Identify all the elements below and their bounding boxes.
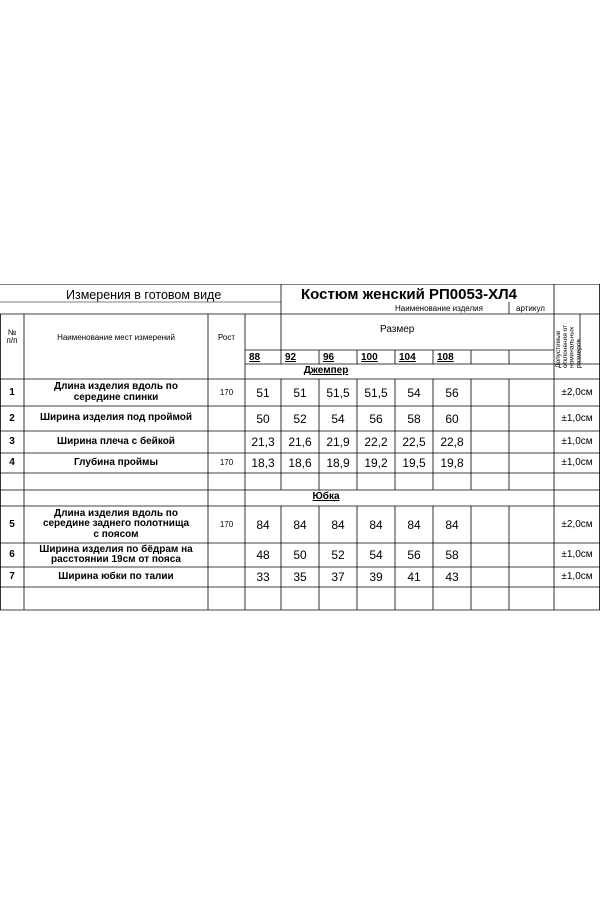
size-header-88: 88 bbox=[249, 352, 261, 363]
row-tolerance: ±2,0см bbox=[561, 386, 593, 398]
row-value: 51,5 bbox=[326, 385, 350, 400]
row-value: 50 bbox=[293, 548, 307, 562]
row-height: 170 bbox=[219, 519, 234, 529]
size-header-96: 96 bbox=[323, 352, 335, 363]
row-value: 22,8 bbox=[440, 435, 464, 449]
row-value: 56 bbox=[369, 411, 383, 426]
row-measurement-name: Ширина изделия по бёдрам на расстоянии 19см от пояса bbox=[39, 543, 193, 565]
row-value: 56 bbox=[407, 548, 421, 562]
row-value: 51 bbox=[256, 385, 270, 400]
product-name-label: Наименование изделия bbox=[395, 304, 483, 313]
size-header-100: 100 bbox=[361, 352, 378, 363]
row-value: 84 bbox=[256, 517, 270, 532]
section-title: Джемпер bbox=[303, 365, 349, 376]
row-measurement-name: Ширина плеча с бейкой bbox=[57, 435, 175, 447]
row-value: 37 bbox=[331, 570, 345, 584]
row-measurement-name: Длина изделия вдоль по середине заднего полотнища с поясом bbox=[42, 507, 190, 540]
row-value: 19,5 bbox=[402, 456, 426, 470]
row-number: 2 bbox=[9, 412, 15, 424]
column-header-height: Рост bbox=[217, 333, 236, 342]
row-number: 3 bbox=[9, 436, 15, 447]
row-value: 84 bbox=[407, 517, 421, 532]
row-tolerance: ±1,0см bbox=[561, 436, 593, 447]
column-header-tolerance: Допустимые отклонения от номинальных размеров bbox=[555, 324, 583, 368]
article-label: артикул bbox=[516, 304, 545, 313]
row-number: 4 bbox=[9, 457, 15, 468]
row-value: 51,5 bbox=[364, 385, 388, 400]
row-number: 1 bbox=[9, 386, 15, 398]
column-header-tolerance-right bbox=[580, 318, 600, 368]
section-title: Юбка bbox=[312, 491, 340, 502]
row-measurement-name: Ширина изделия под проймой bbox=[39, 412, 193, 424]
row-value: 54 bbox=[407, 385, 421, 400]
row-value: 19,2 bbox=[364, 456, 388, 470]
row-value: 58 bbox=[445, 548, 459, 562]
row-measurement-name: Длина изделия вдоль по середине спинки bbox=[54, 381, 178, 403]
row-value: 19,8 bbox=[440, 456, 464, 470]
column-header-num: № п/п bbox=[6, 328, 18, 346]
row-value: 18,9 bbox=[326, 456, 350, 470]
row-value: 84 bbox=[293, 517, 307, 532]
size-header-104: 104 bbox=[399, 352, 416, 363]
row-tolerance: ±2,0см bbox=[561, 518, 593, 530]
row-tolerance: ±1,0см bbox=[561, 571, 593, 582]
row-value: 21,3 bbox=[251, 435, 275, 449]
row-measurement-name: Ширина юбки по талии bbox=[58, 570, 174, 582]
size-header-108: 108 bbox=[437, 352, 454, 363]
column-header-size: Размер bbox=[380, 324, 415, 335]
row-value: 21,9 bbox=[326, 435, 350, 449]
row-value: 21,6 bbox=[288, 435, 312, 449]
row-value: 51 bbox=[293, 385, 307, 400]
row-value: 84 bbox=[369, 517, 383, 532]
row-value: 54 bbox=[331, 411, 345, 426]
row-value: 35 bbox=[293, 570, 307, 584]
row-value: 18,6 bbox=[288, 456, 312, 470]
row-measurement-name: Глубина проймы bbox=[74, 456, 158, 468]
row-tolerance: ±1,0см bbox=[561, 457, 593, 468]
row-value: 52 bbox=[293, 411, 307, 426]
row-value: 41 bbox=[407, 570, 421, 584]
row-height: 170 bbox=[219, 387, 234, 397]
row-value: 50 bbox=[256, 411, 270, 426]
row-value: 33 bbox=[256, 570, 270, 584]
row-value: 60 bbox=[445, 411, 459, 426]
row-value: 54 bbox=[369, 548, 383, 562]
row-value: 48 bbox=[256, 548, 270, 562]
row-value: 84 bbox=[331, 517, 345, 532]
size-header-92: 92 bbox=[285, 352, 297, 363]
row-value: 43 bbox=[445, 570, 459, 584]
row-value: 39 bbox=[369, 570, 383, 584]
row-tolerance: ±1,0см bbox=[561, 412, 593, 424]
row-tolerance: ±1,0см bbox=[561, 549, 593, 560]
row-value: 18,3 bbox=[251, 456, 275, 470]
row-value: 52 bbox=[331, 548, 345, 562]
column-header-name: Наименование мест измерений bbox=[57, 333, 175, 342]
row-value: 22,2 bbox=[364, 435, 388, 449]
row-height: 170 bbox=[219, 458, 234, 467]
row-number: 7 bbox=[9, 571, 15, 582]
row-value: 58 bbox=[407, 411, 421, 426]
row-value: 84 bbox=[445, 517, 459, 532]
row-value: 56 bbox=[445, 385, 459, 400]
sheet-title: Костюм женский РП0053-ХЛ4 bbox=[301, 286, 518, 303]
sheet-subtitle: Измерения в готовом виде bbox=[66, 288, 222, 302]
row-number: 5 bbox=[9, 518, 15, 530]
measurement-sheet bbox=[0, 284, 600, 616]
row-value: 22,5 bbox=[402, 435, 426, 449]
row-number: 6 bbox=[9, 549, 15, 560]
